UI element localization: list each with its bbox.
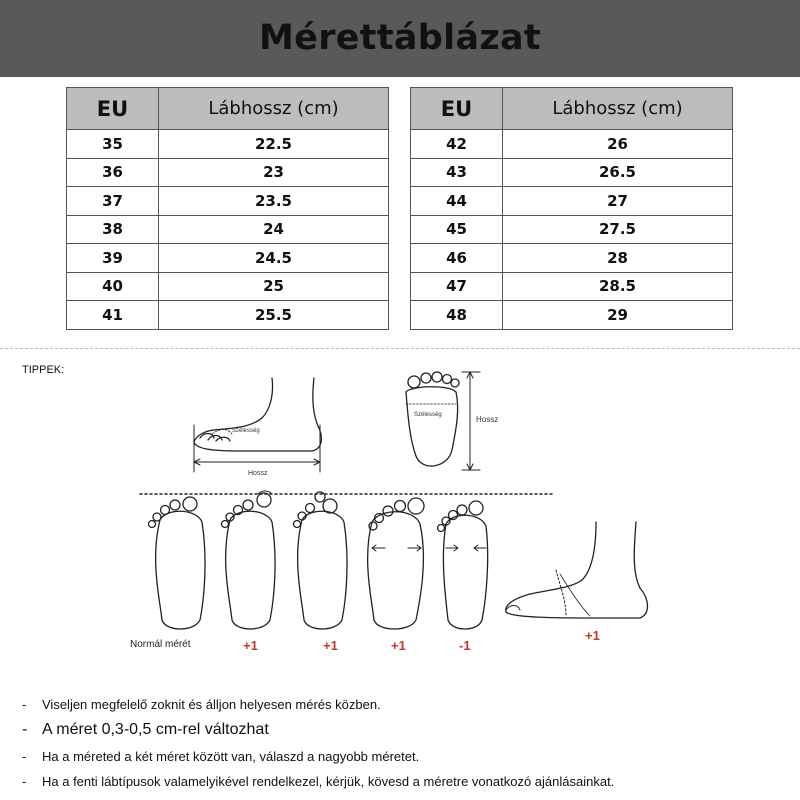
adjustment-label: +1 [585, 628, 600, 643]
arrow-right-icon [408, 545, 421, 551]
arrow-right-icon [446, 545, 458, 551]
foot-length: 23 [159, 158, 389, 187]
foot-wide [368, 498, 424, 629]
foot-length: 27 [503, 187, 733, 216]
eu-size: 48 [411, 301, 503, 330]
eu-size: 41 [67, 301, 159, 330]
length-header: Lábhossz (cm) [159, 88, 389, 130]
foot-long-toe [222, 491, 276, 629]
note-text: A méret 0,3-0,5 cm-rel változhat [42, 721, 269, 738]
arrow-left-icon [474, 545, 486, 551]
foot-length: 26 [503, 130, 733, 159]
sole-diagram [406, 372, 498, 470]
note-item [22, 697, 381, 712]
side-toes [200, 434, 230, 442]
length-label: Hossz [248, 470, 268, 477]
page-title: Mérettáblázat [259, 18, 541, 58]
toe [421, 373, 431, 383]
eu-size: 42 [411, 130, 503, 159]
note-text: Ha a méreted a két méret között van, válaszd a nagyobb méretet. [42, 749, 420, 764]
foot-length: 25.5 [159, 301, 389, 330]
foot-normal [149, 497, 206, 629]
toe [451, 379, 459, 387]
note-item [22, 749, 419, 764]
foot-high-instep [506, 522, 648, 618]
toe [432, 372, 442, 382]
sole-width-label: Szélesség [414, 412, 442, 418]
normal-size-label: Normál mérét [130, 639, 191, 650]
note-text: Viseljen megfelelő zoknit és álljon helyesen mérés közben. [42, 697, 381, 712]
note-text: Ha a fenti lábtípusok valamelyikével rendelkezel, kérjük, kövesd a méretre vonatkozó ajánlásainkat. [42, 774, 615, 789]
eu-size: 40 [67, 272, 159, 301]
toe [443, 375, 452, 384]
eu-size: 35 [67, 130, 159, 159]
eu-size: 44 [411, 187, 503, 216]
toe [408, 376, 420, 388]
eu-size: 46 [411, 244, 503, 273]
sole-length-label: Hossz [476, 415, 499, 424]
adjustment-label: -1 [459, 638, 471, 653]
length-header: Lábhossz (cm) [503, 88, 733, 130]
eu-size: 47 [411, 272, 503, 301]
note-item [22, 721, 269, 739]
adjustment-label: +1 [243, 638, 258, 653]
foot-long-second-toe [294, 492, 348, 629]
note-dash: - [22, 721, 28, 738]
foot-length: 22.5 [159, 130, 389, 159]
eu-size: 36 [67, 158, 159, 187]
eu-size: 37 [67, 187, 159, 216]
note-dash: - [22, 697, 27, 712]
eu-header: EU [411, 88, 503, 130]
foot-length: 27.5 [503, 215, 733, 244]
arrow-left-icon [372, 545, 385, 551]
note-dash: - [22, 774, 27, 789]
side-foot-diagram [194, 378, 321, 477]
tips-label: TIPPEK: [22, 364, 65, 376]
foot-length: 28.5 [503, 272, 733, 301]
foot-length: 29 [503, 301, 733, 330]
eu-size: 43 [411, 158, 503, 187]
width-label: Szélesség [232, 428, 260, 434]
note-dash: - [22, 749, 27, 764]
foot-narrow [438, 501, 488, 629]
foot-length: 24 [159, 215, 389, 244]
adjustment-label: +1 [323, 638, 338, 653]
foot-length: 28 [503, 244, 733, 273]
foot-length: 26.5 [503, 158, 733, 187]
foot-length: 25 [159, 272, 389, 301]
eu-size: 39 [67, 244, 159, 273]
adjustment-label: +1 [391, 638, 406, 653]
side-foot-outline [194, 378, 321, 451]
sole-outline [406, 387, 458, 466]
foot-length: 23.5 [159, 187, 389, 216]
foot-length: 24.5 [159, 244, 389, 273]
eu-header: EU [67, 88, 159, 130]
eu-size: 38 [67, 215, 159, 244]
eu-size: 45 [411, 215, 503, 244]
note-item [22, 774, 614, 789]
